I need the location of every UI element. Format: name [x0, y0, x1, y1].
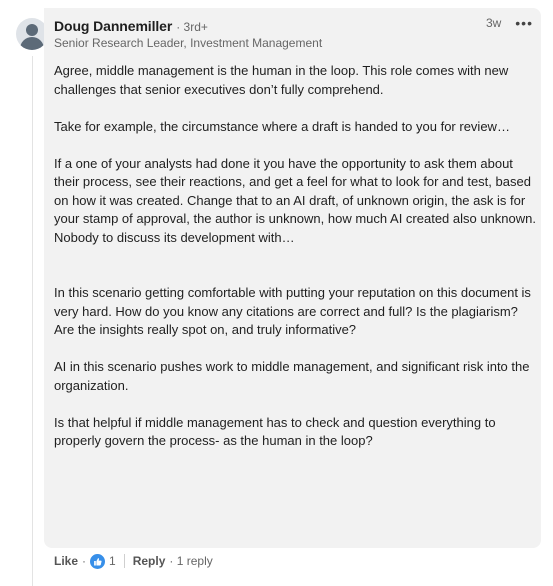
comment-actions	[54, 552, 213, 570]
thumbs-up-icon	[93, 557, 102, 566]
timestamp: 3w	[485, 16, 502, 30]
avatar-body	[20, 37, 44, 50]
reply-button[interactable]: Reply	[132, 554, 166, 568]
like-reaction-icon[interactable]	[90, 554, 105, 569]
name-row	[54, 15, 541, 35]
comment-meta	[486, 16, 533, 30]
comment-header	[54, 15, 541, 52]
connection-degree: · 3rd+	[176, 20, 208, 34]
reply-count[interactable]: · 1 reply	[169, 554, 213, 568]
more-options-icon[interactable]: •••	[515, 15, 533, 31]
author-name[interactable]: Doug Dannemiller	[54, 18, 173, 34]
comment-paragraph: In this scenario getting comfortable with putting your reputation on this document is very hard. How do you know any citations are correct and full? Is the plagiarism? Are the insights really spot on, and truly informative?	[54, 285, 531, 337]
avatar-head	[26, 24, 38, 36]
like-button[interactable]: Like	[54, 554, 79, 568]
action-divider	[124, 554, 125, 568]
comment-paragraph: AI in this scenario pushes work to middle management, and significant risk into the organization.	[54, 359, 530, 393]
separator-dot: ·	[82, 554, 87, 568]
thread-line	[32, 56, 33, 586]
comment-paragraph: Is that helpful if middle management has to check and question everything to properly govern the process- as the human in the loop?	[54, 414, 496, 448]
comment-paragraph: Take for example, the circumstance where a draft is handed to you for review…	[54, 118, 510, 134]
comment-paragraph: If a one of your analysts had done it you have the opportunity to ask them about their process, see their reactions, and get a feel for what to look for and test, based on how it was created. Change that to an AI draft, of unknown origin, the ask is for your stamp of approval, the author is unknown, how much AI created also unknown. Nobody to discuss its development with…	[54, 155, 536, 245]
comment-body	[54, 62, 540, 451]
comment-paragraph: Agree, middle management is the human in the loop. This role comes with new challenges that senior executives don’t fully comprehend.	[54, 63, 509, 97]
reaction-count[interactable]: 1	[109, 554, 116, 568]
author-headline[interactable]: Senior Research Leader, Investment Management	[54, 36, 323, 50]
